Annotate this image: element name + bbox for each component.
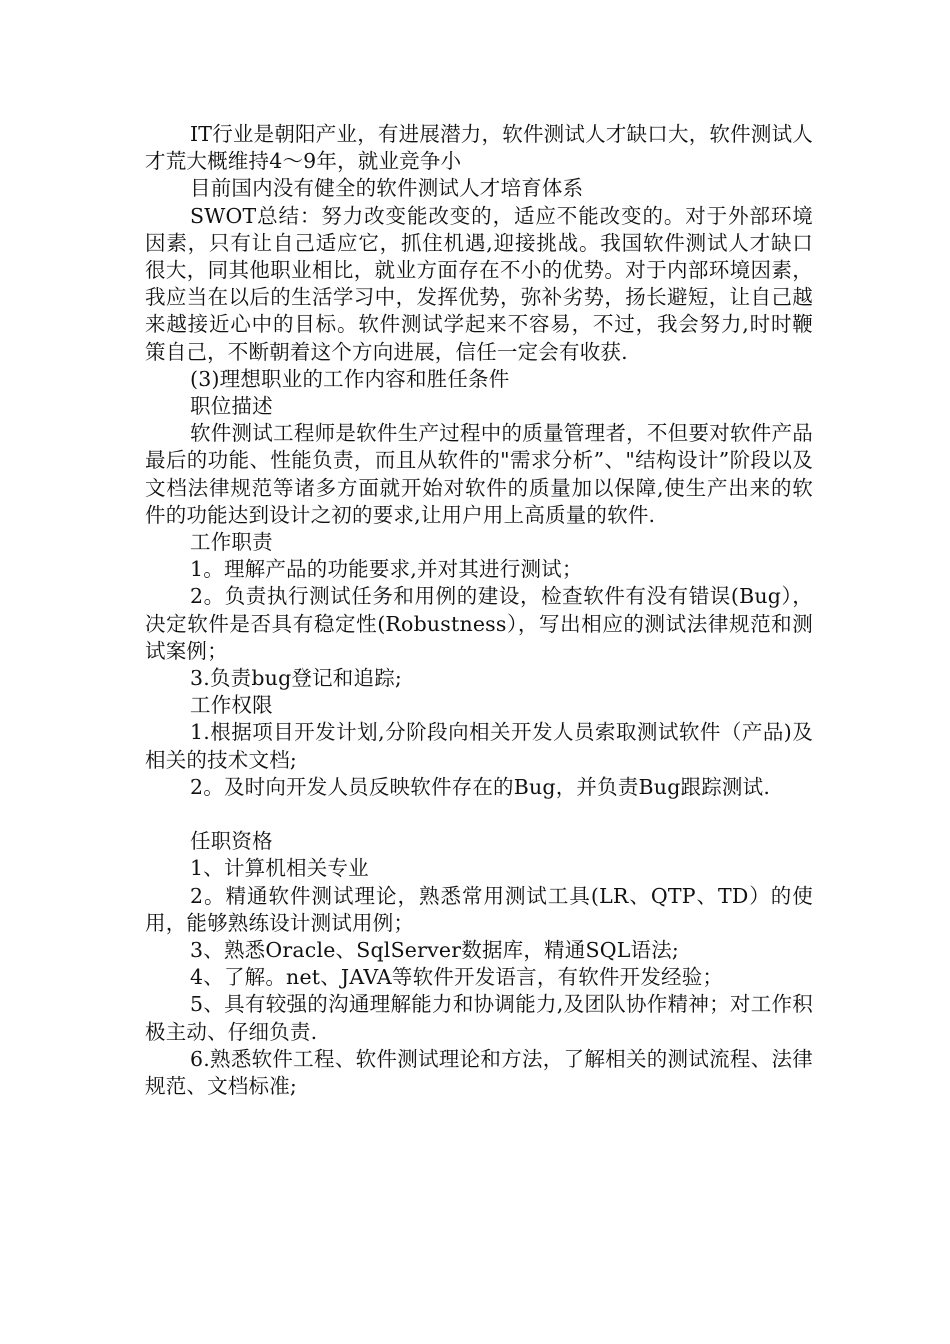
paragraph: 目前国内没有健全的软件测试人才培育体系 [190, 176, 584, 201]
section-heading: 职位描述 [190, 394, 273, 419]
paragraph: IT行业是朝阳产业，有进展潜力，软件测试人才缺口大，软件测试人才荒大概维持4～9年，就业竞争小 [145, 122, 813, 174]
list-item: 3.负责bug登记和追踪; [190, 666, 403, 691]
list-item: 2。负责执行测试任务和用例的建设，检查软件有没有错误(Bug），决定软件是否具有稳定性(Robustness），写出相应的测试法律规范和测试案例； [145, 584, 813, 663]
list-item: 1、计算机相关专业 [190, 856, 369, 881]
blank-line [145, 801, 813, 828]
section-heading: (3)理想职业的工作内容和胜任条件 [190, 366, 510, 391]
section-heading: 工作职责 [190, 530, 273, 555]
paragraph: 软件测试工程师是软件生产过程中的质量管理者，不但要对软件产品最后的功能、性能负责，而且从软件的"需求分析”、"结构设计”阶段以及文档法律规范等诸多方面就开始对软件的质量加以保障,使生产出来的软件的功能达到设计之初的要求,让用户用上高质量的软件. [145, 421, 813, 527]
list-item: 2。精通软件测试理论，熟悉常用测试工具(LR、QTP、TD）的使用，能够熟练设计测试用例； [145, 883, 813, 935]
paragraph: SWOT总结：努力改变能改变的，适应不能改变的。对于外部环境因素，只有让自己适应它，抓住机遇,迎接挑战。我国软件测试人才缺口很大，同其他职业相比，就业方面存在不小的优势。对于内部环境因素，我应当在以后的生活学习中，发挥优势，弥补劣势，扬长避短，让自己越来越接近心中的目标。软件测试学起来不容易，不过，我会努力,时时鞭策自己，不断朝着这个方向进展，信任一定会有收获. [145, 203, 813, 364]
section-heading: 工作权限 [190, 693, 273, 718]
list-item: 1.根据项目开发计划,分阶段向相关开发人员索取测试软件（产品)及相关的技术文档; [145, 720, 813, 772]
list-item: 3、熟悉Oracle、SqlServer数据库，精通SQL语法; [190, 938, 680, 963]
list-item: 6.熟悉软件工程、软件测试理论和方法，了解相关的测试流程、法律规范、文档标准; [145, 1046, 813, 1099]
list-item: 1。理解产品的功能要求,并对其进行测试； [190, 557, 583, 582]
document-body [145, 121, 813, 1100]
section-heading: 任职资格 [190, 829, 273, 854]
list-item: 4、了解。net、JAVA等软件开发语言，有软件开发经验； [190, 965, 724, 990]
list-item: 2。及时向开发人员反映软件存在的Bug，并负责Bug跟踪测试. [190, 774, 771, 799]
list-item: 5、具有较强的沟通理解能力和协调能力,及团队协作精神；对工作积极主动、仔细负责. [145, 992, 813, 1044]
